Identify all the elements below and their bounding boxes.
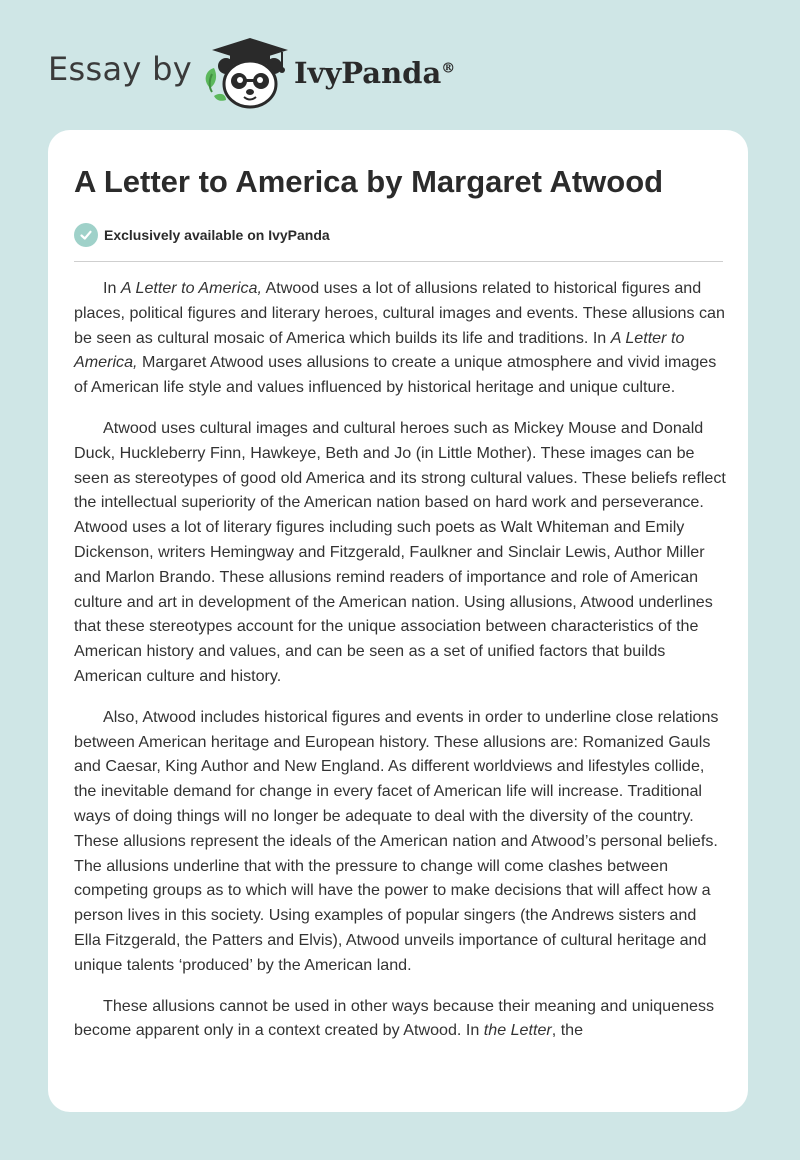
paragraph-text: In bbox=[103, 279, 121, 297]
paragraph-text: Also, Atwood includes historical figures and events in order to underline close relations between American heritage and European history. These allusions are: Romanized Gauls and Caesar, King Author and New England. As different worldviews and lifestyles collide, the inevitable demand for change in every facet of American life will increase. Traditional ways of doing things will no longer be adequate to deal with the diversity of the country. These allusions represent the ideals of the American nation and Atwood’s personal beliefs. The allusions underline that with the pressure to change will come clashes between competing groups as to which will have the power to make decisions that will affect how a person lives in this society. Using examples of popular singers (the Andrews sisters and Ella Fitzgerald, the Patters and Elvis), Atwood unveils importance of cultural heritage and unique talents ‘produced’ by the American land. bbox=[74, 707, 719, 974]
italic-title-text: the Letter bbox=[483, 1021, 552, 1040]
paragraph bbox=[74, 994, 726, 1044]
essay-body bbox=[74, 276, 726, 1043]
brand-name: IvyPanda bbox=[294, 56, 442, 90]
divider bbox=[74, 261, 723, 262]
badge-label: Exclusively available on IvyPanda bbox=[104, 227, 330, 243]
brand-logo-text[interactable] bbox=[294, 56, 455, 90]
essay-card bbox=[48, 130, 748, 1112]
exclusive-badge bbox=[74, 222, 330, 248]
essay-by-label: Essay by bbox=[48, 50, 192, 88]
paragraph-text: Atwood uses a lot of allusions related to historical figures and places, political figures and literary heroes, cultural images and events. These allusions can be seen as cultural mosaic of America which builds its life and traditions. In bbox=[74, 279, 725, 347]
paragraph-text: Atwood uses cultural images and cultural heroes such as Mickey Mouse and Donald Duck, Huckleberry Finn, Hawkeye, Beth and Jo (in Little Mother). These images can be seen as stereotypes of good old America and its strong cultural values. These beliefs reflect the intellectual superiority of the American nation based on hard work and perseverance. Atwood uses a lot of literary figures including such poets as Walt Whiteman and Emily Dickenson, writers Hemingway and Fitzgerald, Faulkner and Sinclair Lewis, Author Miller and Marlon Brando. These allusions remind readers of importance and role of American culture and art in development of the American nation. Using allusions, Atwood underlines that these stereotypes account for the unique association between characteristics of the American history and values, and can be seen as a set of unified factors that builds American culture and history. bbox=[74, 418, 726, 685]
paragraph bbox=[74, 416, 726, 689]
paragraph-text: , the bbox=[551, 1021, 584, 1040]
paragraph bbox=[74, 705, 726, 978]
registered-mark: ® bbox=[441, 60, 456, 77]
paragraph bbox=[74, 276, 726, 400]
italic-title-text: A Letter to America, bbox=[120, 279, 262, 297]
paragraph-text: Margaret Atwood uses allusions to create a unique atmosphere and vivid images of American life style and values influenced by historical heritage and unique culture. bbox=[74, 353, 717, 397]
italic-title-text: A Letter to America, bbox=[74, 328, 685, 372]
check-circle-icon bbox=[74, 223, 98, 247]
panda-graduate-icon[interactable] bbox=[200, 34, 292, 110]
site-header bbox=[0, 0, 800, 130]
paragraph-text: These allusions cannot be used in other ways because their meaning and uniqueness become apparent only in a context created by Atwood. In bbox=[74, 996, 715, 1040]
page-title: A Letter to America by Margaret Atwood bbox=[74, 164, 664, 199]
